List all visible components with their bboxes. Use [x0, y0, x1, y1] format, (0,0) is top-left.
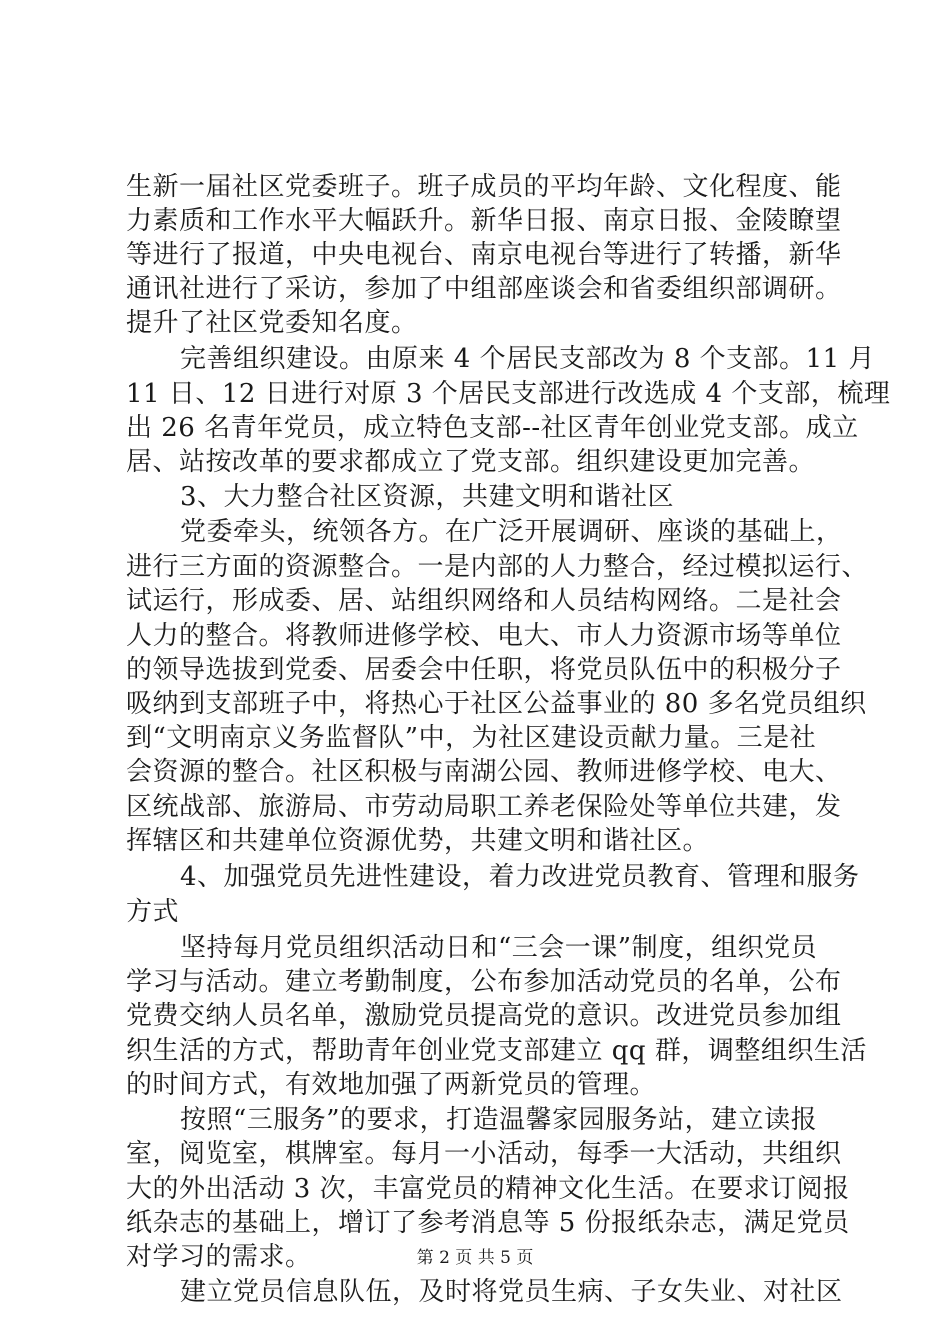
text-line: 通讯社进行了采访，参加了中组部座谈会和省委组织部调研。	[126, 274, 842, 304]
text-line: 11 日、12 日进行对原 3 个居民支部进行改选成 4 个支部，梳理	[126, 379, 891, 409]
text-line: 生新一届社区党委班子。班子成员的平均年龄、文化程度、能	[126, 172, 842, 202]
text-line: 党委牵头，统领各方。在广泛开展调研、座谈的基础上，	[180, 517, 843, 547]
text-line: 大的外出活动 3 次，丰富党员的精神文化生活。在要求订阅报	[126, 1174, 850, 1204]
text-line: 试运行，形成委、居、站组织网络和人员结构网络。二是社会	[126, 586, 842, 616]
text-line: 党费交纳人员名单，激励党员提高党的意识。改进党员参加组	[126, 1001, 842, 1031]
text-line: 会资源的整合。社区积极与南湖公园、教师进修学校、电大、	[126, 757, 842, 787]
text-line: 进行三方面的资源整合。一是内部的人力整合，经过模拟运行、	[126, 552, 869, 582]
text-line: 对学习的需求。	[126, 1242, 312, 1272]
text-line: 挥辖区和共建单位资源优势，共建文明和谐社区。	[126, 826, 710, 856]
text-line: 的时间方式，有效地加强了两新党员的管理。	[126, 1070, 657, 1100]
section-heading-continued: 方式	[126, 897, 180, 927]
page-number-footer: 第 2 页 共 5 页	[416, 1248, 534, 1268]
text-line: 的领导选拔到党委、居委会中任职，将党员队伍中的积极分子	[126, 655, 842, 685]
text-line: 人力的整合。将教师进修学校、电大、市人力资源市场等单位	[126, 621, 842, 651]
text-line: 纸杂志的基础上，增订了参考消息等 5 份报纸杂志，满足党员	[126, 1208, 850, 1238]
text-line: 学习与活动。建立考勤制度，公布参加活动党员的名单，公布	[126, 967, 842, 997]
text-line: 区统战部、旅游局、市劳动局职工养老保险处等单位共建，发	[126, 792, 842, 822]
text-line: 完善组织建设。由原来 4 个居民支部改为 8 个支部。11 月	[180, 344, 875, 374]
text-line: 力素质和工作水平大幅跃升。新华日报、南京日报、金陵瞭望	[126, 206, 842, 236]
text-line: 出 26 名青年党员，成立特色支部--社区青年创业党支部。成立	[126, 413, 859, 443]
text-line: 居、站按改革的要求都成立了党支部。组织建设更加完善。	[126, 447, 816, 477]
text-line: 织生活的方式，帮助青年创业党支部建立 qq 群，调整组织生活	[126, 1036, 867, 1066]
text-line: 坚持每月党员组织活动日和“三会一课”制度，组织党员	[180, 933, 818, 963]
section-heading: 3、大力整合社区资源，共建文明和谐社区	[180, 482, 675, 512]
text-line: 吸纳到支部班子中，将热心于社区公益事业的 80 多名党员组织	[126, 689, 867, 719]
text-line: 提升了社区党委知名度。	[126, 308, 418, 338]
text-line: 等进行了报道，中央电视台、南京电视台等进行了转播，新华	[126, 240, 842, 270]
text-line: 建立党员信息队伍，及时将党员生病、子女失业、对社区	[180, 1277, 843, 1307]
section-heading: 4、加强党员先进性建设，着力改进党员教育、管理和服务	[180, 862, 860, 892]
text-line: 到“文明南京义务监督队”中，为社区建设贡献力量。三是社	[126, 723, 817, 753]
text-line: 室，阅览室，棋牌室。每月一小活动，每季一大活动，共组织	[126, 1139, 842, 1169]
text-line: 按照“三服务”的要求，打造温馨家园服务站，建立读报	[180, 1105, 818, 1135]
